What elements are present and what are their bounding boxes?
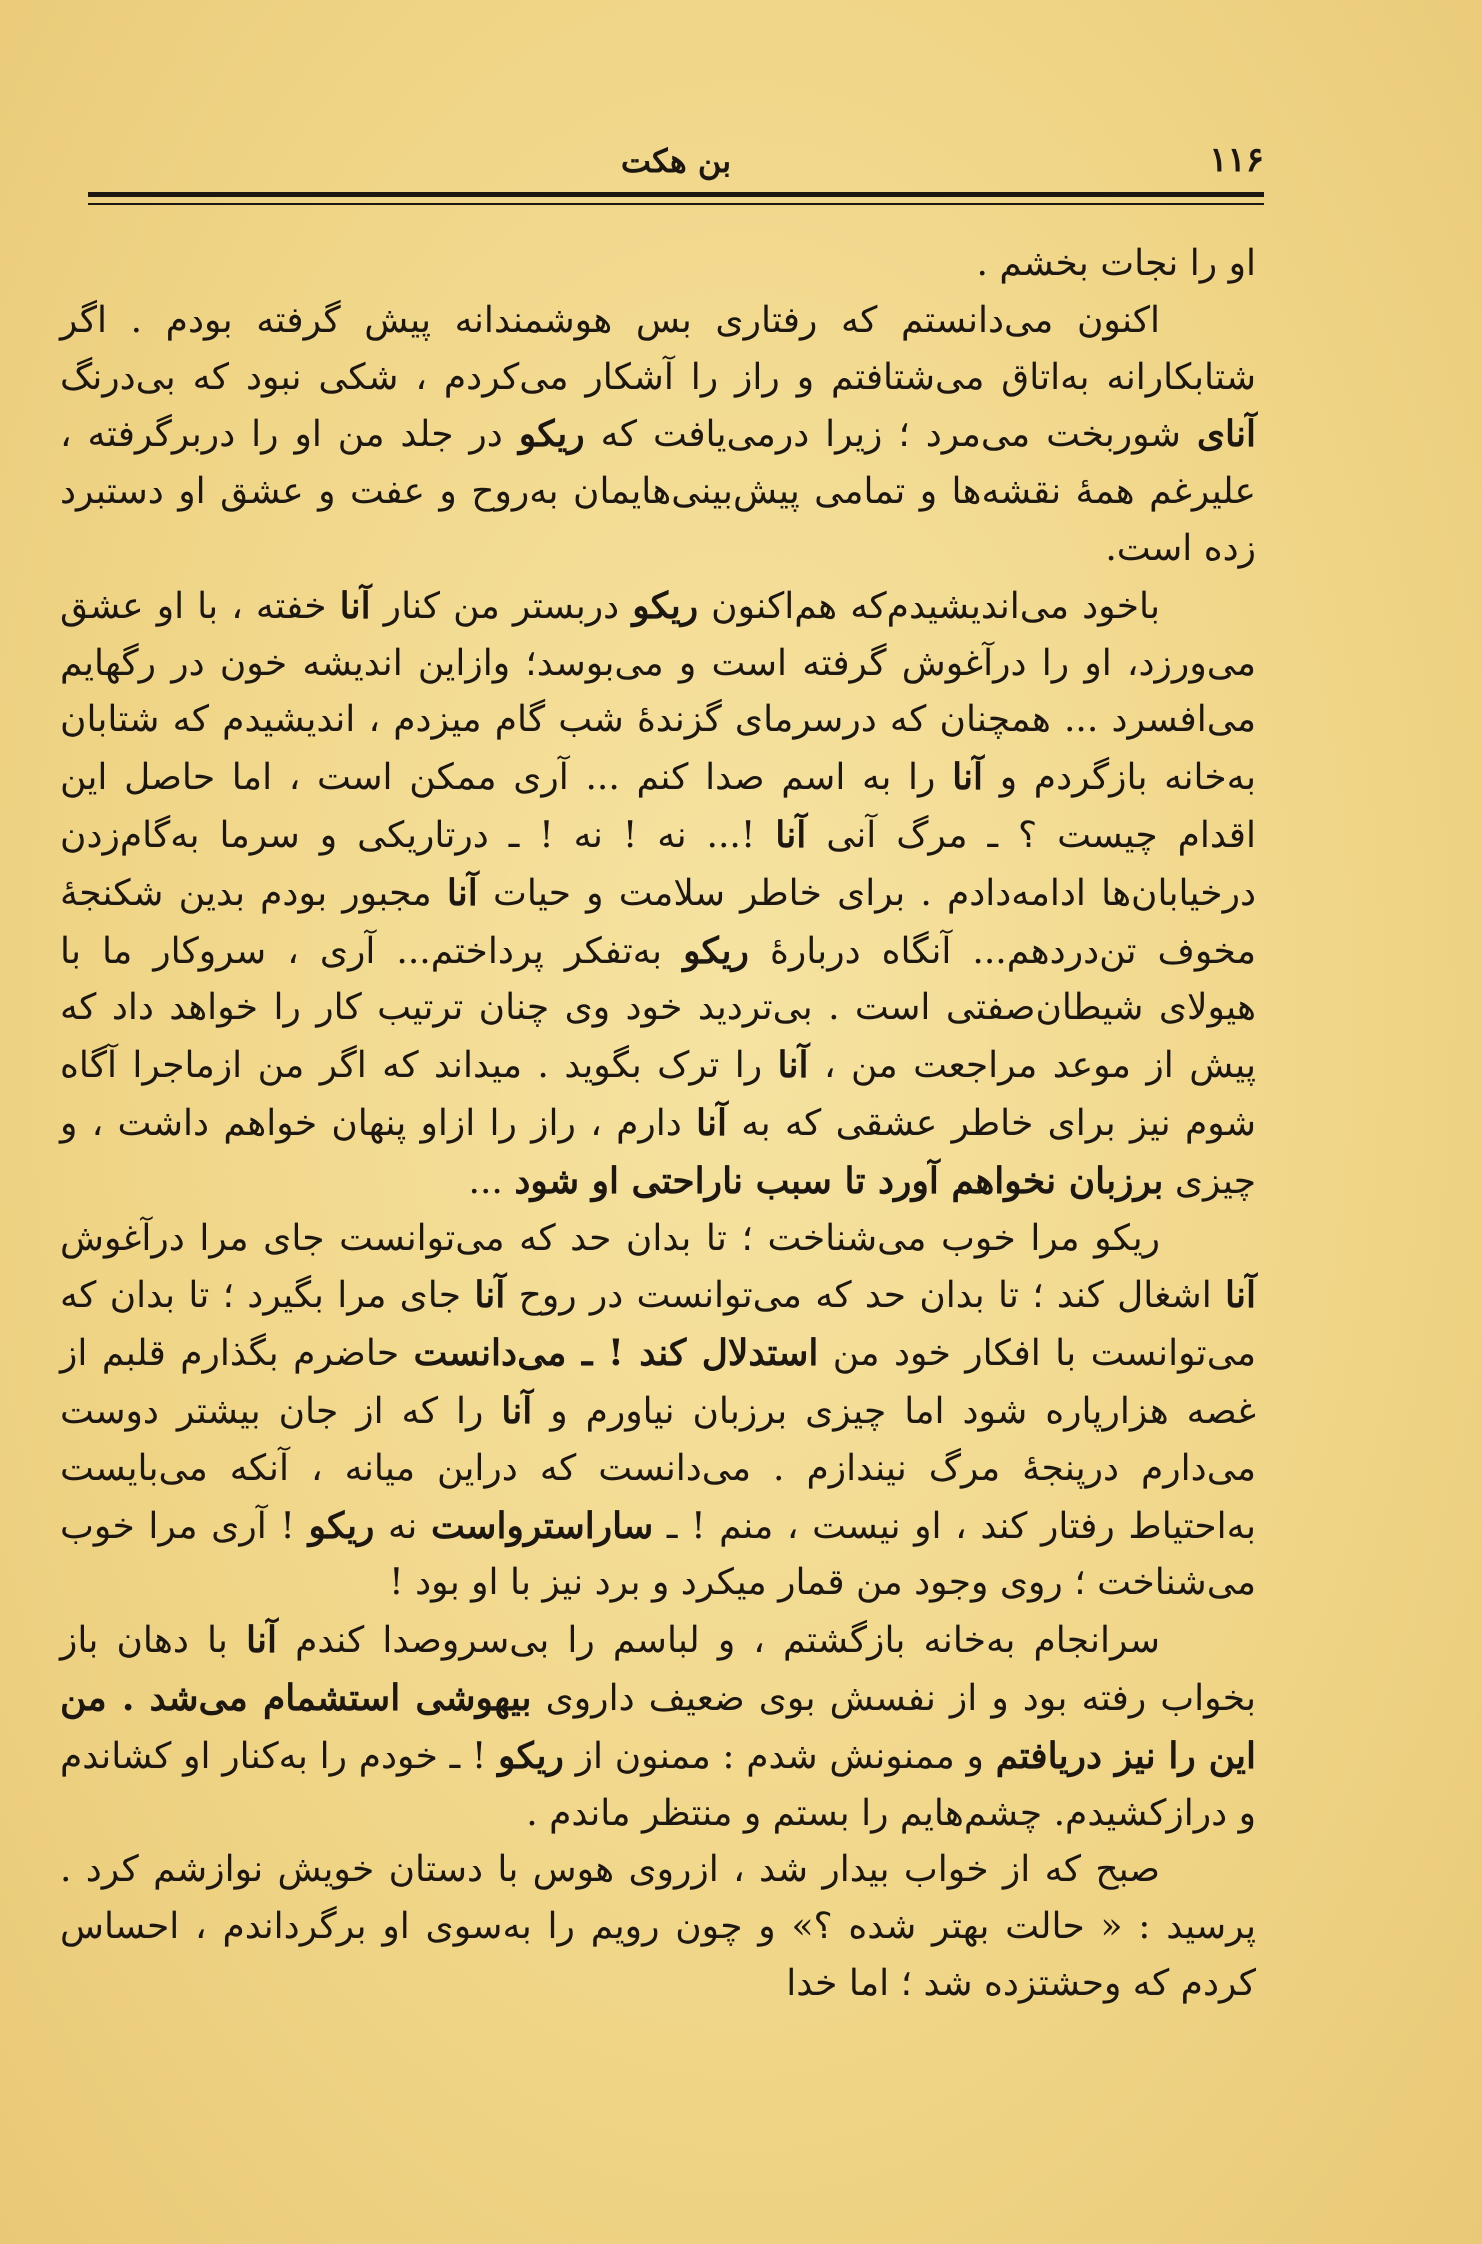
text-run: و ممنونش شدم : ممنون از (563, 1735, 996, 1777)
bold-text-run: بیهوشی استشمام می‌شد . من این را نیز دریافتم (60, 1676, 1256, 1777)
bold-text-run: ریکو (498, 1734, 564, 1777)
bold-text-run: ریکو (308, 1504, 375, 1547)
text-run: !... نه ! نه ! ـ درتاریکی و سرما به‌گام‌زدن درخیابان‌ها ادامه‌دادم . برای خاطر سلامت و حیات (60, 814, 1256, 914)
paragraph (60, 236, 1256, 293)
paragraph (60, 1842, 1256, 2012)
bold-text-run: ساراسترواست (430, 1504, 654, 1547)
text-run: سرانجام به‌خانه بازگشتم ، و لباسم را بی‌سروصدا کندم (277, 1620, 1160, 1662)
text-run: را به اسم صدا کنم ... آری ممکن است ، اما حاصل این اقدام چیست ؟ ـ مرگ آنی (60, 757, 1256, 856)
bold-text-run: آنا (446, 871, 478, 914)
text-run: اشغال کند ؛ تا بدان حد که می‌توانست در روح (505, 1275, 1225, 1317)
text-run: خفته ، با او عشق می‌ورزد، او را درآغوش گرفته است و می‌بوسد؛ وازاین اندیشه خون در رگهایم می‌افسرد ... همچنان که درسرمای گزندهٔ شب گام میزدم ، اندیشیدم که شتابان به‌خانه بازگردم و (60, 585, 1257, 799)
bold-text-run: آنا (339, 584, 371, 627)
bold-text-run: آنای (1196, 413, 1257, 456)
bold-text-run: ریکو (683, 929, 749, 972)
body-text (60, 236, 1256, 2013)
bold-text-run: آنا (1225, 1274, 1256, 1317)
text-run: نه (374, 1505, 431, 1547)
header-rule-thin (88, 203, 1264, 205)
running-head: بن هکت (620, 142, 732, 180)
text-run: دارم ، راز را ازاو پنهان خواهم داشت ، و چیزی (60, 1102, 1256, 1202)
text-run: صبح که از خواب بیدار شد ، ازروی هوس با دستان خویش نوازشم کرد . پرسید : « حالت بهتر شده ؟» و چون رویم را به‌سوی او برگرداندم ، احساس کردم که وحشتزده شد ؛ اما خدا (60, 1849, 1256, 2004)
header-rule-thick (88, 192, 1264, 197)
bold-text-run: آنا (952, 756, 984, 799)
text-run: اکنون می‌دانستم که رفتاری بس هوشمندانه پیش گرفته بودم . اگر شتابکارانه به‌اتاق می‌شتافتم و راز را آشکار می‌کردم ، شکی نبود که بی‌درنگ (60, 299, 1256, 398)
paragraph (60, 1612, 1256, 1842)
paragraph (60, 293, 1256, 578)
bold-text-run: آنا (501, 1389, 533, 1432)
text-run: ریکو مرا خوب می‌شناخت ؛ تا بدان حد که می‌توانست جای مرا درآغوش (60, 1217, 1160, 1259)
text-run: ! ـ خودم را به‌کنار او کشاندم و درازکشیدم. چشم‌هایم را بستم و منتظر ماندم . (60, 1735, 1256, 1834)
page-header (88, 140, 1264, 184)
text-run: با دهان باز بخواب رفته بود و از نفسش بوی ضعیف داروی (60, 1620, 1256, 1719)
bold-text-run: آنا (775, 813, 807, 856)
bold-text-run: استدلال کند ! ـ می‌دانست (413, 1332, 819, 1375)
text-run: به‌تفکر پرداختم... آری ، سروکار ما با هیولای شیطان‌صفتی است . بی‌تردید خود وی چنان ترتیب کار را خواهد داد که پیش از موعد مراجعت من ، (60, 930, 1257, 1087)
bold-text-run: آنا (474, 1274, 506, 1317)
text-run: مجبور بودم بدین شکنجهٔ مخوف تن‌دردهم... آنگاه دربارهٔ (60, 872, 1256, 972)
bold-text-run: ریکو (632, 584, 699, 627)
text-run: او را نجات بخشم . (976, 243, 1256, 284)
bold-text-run: آنا (777, 1044, 809, 1087)
text-run: جای مرا بگیرد ؛ تا بدان که می‌توانست با افکار خود من (60, 1275, 1256, 1375)
bold-text-run: آنا (696, 1101, 728, 1144)
paragraph (60, 578, 1256, 1211)
text-run: در جلد من او را دربرگرفته ، علیرغم همهٔ نقشه‌ها و تمامی پیش‌بینی‌هایمان به‌روح و عفت و عشق او دستبرد زده است. (60, 414, 1256, 569)
bold-text-run: ریکو (518, 413, 585, 456)
bold-text-run: آنا (246, 1619, 278, 1662)
text-run: باخود می‌اندیشیدم‌که هم‌اکنون (698, 585, 1161, 627)
text-run: ... (468, 1160, 515, 1202)
text-run: دربستر من کنار (370, 585, 633, 627)
page-number: ۱۱۶ (1209, 140, 1264, 180)
text-run: را که از جان بیشتر دوست می‌دارم درپنجهٔ مرگ نیندازم . می‌دانست که دراین میانه ، آنکه می‌بایست به‌احتیاط رفتار کند ، او نیست ، منم ! ـ (60, 1390, 1256, 1547)
text-run: را ترک بگوید . میداند که اگر من ازماجرا آگاه شوم نیز برای خاطر عشقی که به (60, 1045, 1257, 1144)
text-run: ! آری مرا خوب می‌شناخت ؛ روی وجود من قمار میکرد و برد نیز با او بود ! (60, 1505, 1256, 1604)
text-run: حاضرم بگذارم قلبم از غصه هزارپاره شود اما چیزی برزبان نیاورم و (60, 1333, 1256, 1432)
text-run: شوربخت می‌مرد ؛ زیرا درمی‌یافت که (584, 414, 1197, 456)
bold-text-run: برزبان نخواهم آورد تا سبب ناراحتی او شود (514, 1159, 1164, 1202)
paragraph (60, 1211, 1256, 1613)
